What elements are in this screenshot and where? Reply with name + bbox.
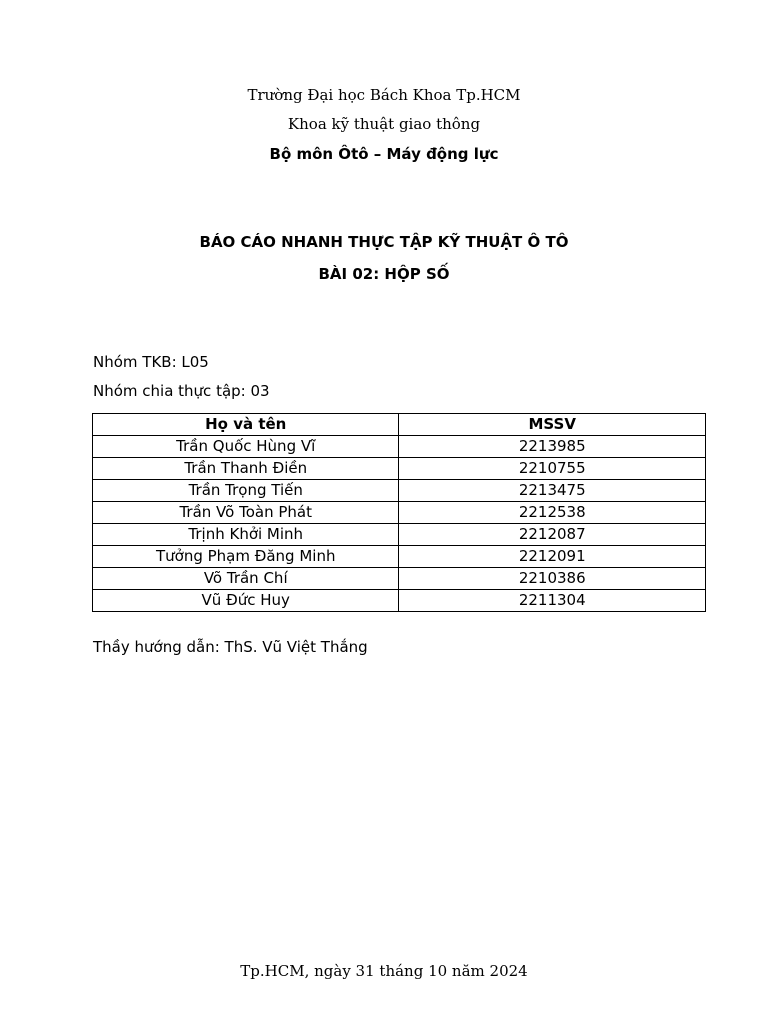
table-row <box>93 502 706 524</box>
member-student-id: 2213985 <box>399 436 706 458</box>
members-table <box>92 413 706 612</box>
member-student-id: 2212538 <box>399 502 706 524</box>
member-name: Trịnh Khởi Minh <box>93 524 399 546</box>
member-student-id: 2210386 <box>399 568 706 590</box>
table-row <box>93 458 706 480</box>
report-title: BÁO CÁO NHANH THỰC TẬP KỸ THUẬT Ô TÔ <box>199 233 569 251</box>
member-student-id: 2212091 <box>399 546 706 568</box>
member-name: Trần Thanh Điền <box>93 458 399 480</box>
report-subtitle: BÀI 02: HỘP SỐ <box>318 265 450 283</box>
table-row <box>93 480 706 502</box>
member-name: Trần Trọng Tiến <box>93 480 399 502</box>
supervisor-line: Thầy hướng dẫn: ThS. Vũ Việt Thắng <box>93 638 368 656</box>
member-student-id: 2213475 <box>399 480 706 502</box>
member-name: Tưởng Phạm Đăng Minh <box>93 546 399 568</box>
table-row <box>93 436 706 458</box>
table-row <box>93 546 706 568</box>
faculty-name: Khoa kỹ thuật giao thông <box>287 115 481 133</box>
member-name: Trần Quốc Hùng Vĩ <box>93 436 399 458</box>
column-header-name: Họ và tên <box>93 414 399 436</box>
member-student-id: 2211304 <box>399 590 706 612</box>
column-header-student-id: MSSV <box>399 414 706 436</box>
university-name: Trường Đại học Bách Khoa Tp.HCM <box>247 86 521 104</box>
place-date-footer: Tp.HCM, ngày 31 tháng 10 năm 2024 <box>240 962 528 980</box>
member-name: Trần Võ Toàn Phát <box>93 502 399 524</box>
practice-group-line: Nhóm chia thực tập: 03 <box>93 382 270 400</box>
table-header-row <box>93 414 706 436</box>
tkb-group-line: Nhóm TKB: L05 <box>93 353 209 371</box>
member-student-id: 2212087 <box>399 524 706 546</box>
table-row <box>93 568 706 590</box>
table-row <box>93 590 706 612</box>
member-name: Vũ Đức Huy <box>93 590 399 612</box>
department-name: Bộ môn Ôtô – Máy động lực <box>269 145 499 163</box>
member-student-id: 2210755 <box>399 458 706 480</box>
member-name: Võ Trần Chí <box>93 568 399 590</box>
table-row <box>93 524 706 546</box>
